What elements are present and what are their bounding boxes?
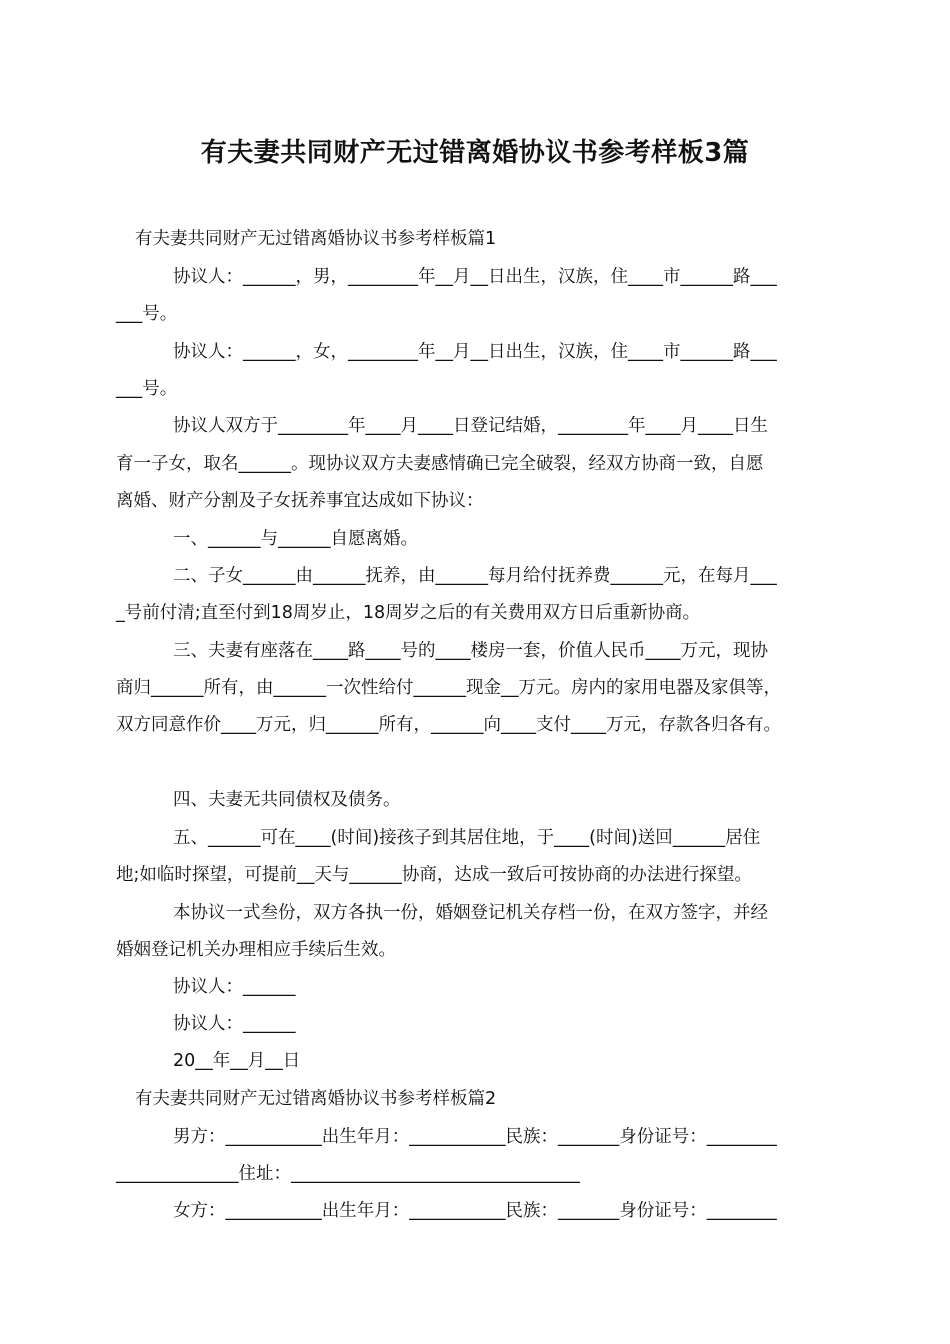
text-line: ______________住址：_________________________________ <box>116 1164 580 1184</box>
text-line: 离婚、财产分割及子女抚养事宜达成如下协议： <box>116 491 484 511</box>
text-line: 一、______与______自愿离婚。 <box>173 529 418 549</box>
text-line: _号前付清;直至付到18周岁止，18周岁之后的有关费用双方日后重新协商。 <box>116 603 701 623</box>
text-line: ___号。 <box>116 304 178 324</box>
text-line: 三、夫妻有座落在____路____号的____楼房一套，价值人民币____万元，现协 <box>173 641 768 661</box>
text-line: 协议人：______，男，________年__月__日出生，汉族，住____市______路___ <box>173 267 777 287</box>
text-line: 地;如临时探望，可提前__天与______协商，达成一致后可按协商的办法进行探望。 <box>116 865 752 885</box>
text-line: 四、夫妻无共同债权及债务。 <box>173 790 401 810</box>
document-title: 有夫妻共同财产无过错离婚协议书参考样板3篇 <box>200 138 750 168</box>
text-line: 二、子女______由______抚养，由______每月给付抚养费______元，在每月___ <box>173 566 777 586</box>
text-line: 协议人：______，女，________年__月__日出生，汉族，住____市______路___ <box>173 342 777 362</box>
text-line: 婚姻登记机关办理相应手续后生效。 <box>116 940 396 960</box>
signature-line: 协议人：______ <box>173 1014 296 1034</box>
section-heading-2: 有夫妻共同财产无过错离婚协议书参考样板篇2 <box>135 1089 497 1109</box>
text-line: 本协议一式叁份，双方各执一份，婚姻登记机关存档一份，在双方签字，并经 <box>173 903 768 923</box>
text-line: 商归______所有，由______一次性给付______现金__万元。房内的家用电器及家俱等， <box>116 678 781 698</box>
text-line: 双方同意作价____万元，归______所有，______向____支付____万元，存款各归各有。 <box>116 715 781 735</box>
text-line: 育一子女，取名______。现协议双方夫妻感情确已完全破裂，经双方协商一致，自愿 <box>116 454 764 474</box>
text-line: 男方：___________出生年月：___________民族：_______身份证号：________ <box>173 1127 777 1147</box>
date-line: 20__年__月__日 <box>173 1051 301 1071</box>
text-line: ___号。 <box>116 379 178 399</box>
section-heading-1: 有夫妻共同财产无过错离婚协议书参考样板篇1 <box>135 229 497 249</box>
text-line: 协议人双方于________年____月____日登记结婚，________年____月____日生 <box>173 416 768 436</box>
text-line: 五、______可在____(时间)接孩子到其居住地，于____(时间)送回______居住 <box>173 828 761 848</box>
text-line: 女方：___________出生年月：___________民族：_______身份证号：________ <box>173 1201 777 1221</box>
signature-line: 协议人：______ <box>173 977 296 997</box>
